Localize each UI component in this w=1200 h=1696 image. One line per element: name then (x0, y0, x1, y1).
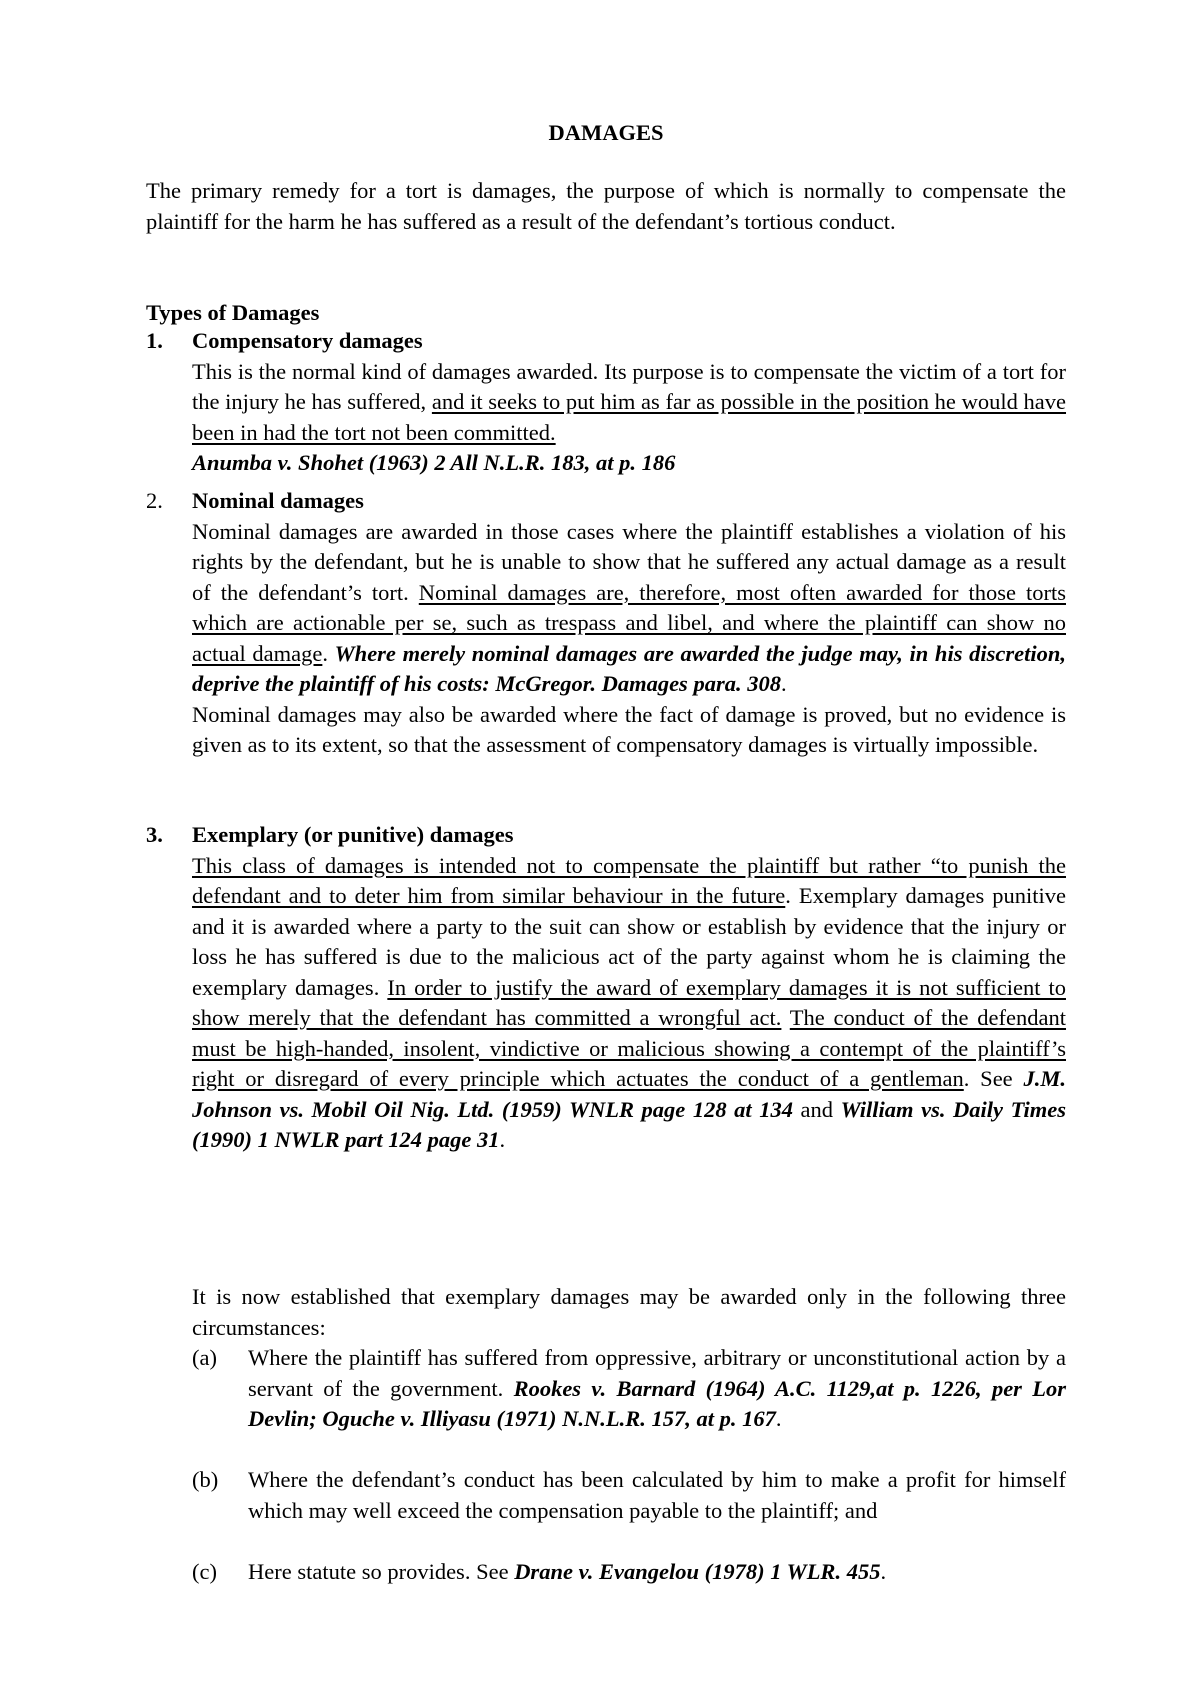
circumstance-label: (a) (192, 1345, 217, 1370)
case-citation: William vs. Daily Times (1990) 1 NWLR part 124 page 31 (192, 1096, 1066, 1152)
item-paragraph (192, 357, 1066, 449)
item-body (192, 820, 1066, 1156)
intro-paragraph: The primary remedy for a tort is damages, the purpose of which is normally to compensate the plaintiff for the harm he has suffered as a result of the defendant’s tortious conduct. (146, 178, 1066, 234)
plain-text: . (780, 671, 787, 696)
page-title: DAMAGES (548, 120, 664, 145)
circumstance-text (248, 1343, 1066, 1435)
plain-text: . See (963, 1066, 1024, 1091)
case-citation: Rookes v. Barnard (1964) A.C. 1129,at p. 1226, per Lor Devlin; Oguche v. Illiyasu (1971) N.N.L.R. 157, at p. 167 (248, 1375, 1066, 1431)
circumstance-text: Where the defendant’s conduct has been calculated by him to make a profit for himself which may well exceed the compensation payable to the plaintiff; and (248, 1467, 1066, 1523)
plain-text: . (775, 1406, 782, 1431)
plain-text: . (499, 1127, 506, 1152)
item-number: 3. (146, 822, 163, 847)
plain-text: Nominal damages are awarded in those cases where the plaintiff establishes a violation of his rights by the defendant, but he is unable to show that he suffered any actual damage as a result of the defendant’s tort. (192, 518, 1066, 605)
plain-text: Here statute so provides. See (248, 1559, 515, 1584)
underlined-text: Nominal damages are, therefore, most often awarded for those torts which are actionable per se, such as trespass and libel, and where the plaintiff can show no actual damage (192, 579, 1066, 666)
item-heading: Nominal damages (192, 488, 364, 513)
item-paragraph (192, 517, 1066, 700)
underlined-text: This class of damages is intended not to compensate the plaintiff but rather “to punish the defendant and to deter him from similar behaviour in the future (192, 852, 1066, 908)
item-body (192, 486, 1066, 761)
case-citation: J.M. Johnson vs. Mobil Oil Nig. Ltd. (1959) WNLR page 128 at 134 (192, 1066, 1066, 1122)
plain-text: . (880, 1559, 887, 1584)
case-citation: Drane v. Evangelou (1978) 1 WLR. 455 (514, 1559, 881, 1584)
item-body (192, 326, 1066, 479)
underlined-text: and it seeks to put him as far as possible in the position he would have been in had the tort not been committed. (192, 389, 1067, 445)
item-paragraph (192, 851, 1066, 1156)
circumstance-label: (c) (192, 1559, 217, 1584)
item-number: 2. (146, 488, 163, 513)
item-paragraph: Nominal damages may also be awarded where the fact of damage is proved, but no evidence is given as to its extent, so that the assessment of compensatory damages is virtually impossible. (192, 701, 1066, 757)
underlined-text: The conduct of the defendant must be high-handed, insolent, vindictive or malicious showing a contempt of the plaintiff’s right or disregard of every principle which actuates the conduct of a gentleman (192, 1005, 1067, 1091)
underlined-text: In order to justify the award of exemplary damages it is not sufficient to show merely that the defendant has committed a wrongful act. (192, 974, 1066, 1030)
case-citation: Anumba v. Shohet (1963) 2 All N.L.R. 183, at p. 186 (192, 450, 676, 475)
circumstance-text (248, 1557, 1066, 1588)
plain-text (781, 1005, 789, 1030)
plain-text: . (322, 640, 335, 666)
plain-text: Where the plaintiff has suffered from oppressive, arbitrary or unconstitutional action by a servant of the government. (248, 1345, 1066, 1401)
item-number: 1. (146, 328, 163, 353)
case-citation: Where merely nominal damages are awarded the judge may, in his discretion, deprive the plaintiff of his costs: McGregor. Damages para. 308 (192, 640, 1067, 696)
plain-text: This is the normal kind of damages awarded. Its purpose is to compensate the victim of a tort for the injury he has suffered, (192, 358, 1066, 414)
plain-text: and (792, 1096, 841, 1122)
section-heading-types: Types of Damages (146, 300, 320, 325)
circumstance-label: (b) (192, 1467, 219, 1492)
item-heading: Compensatory damages (192, 328, 423, 353)
established-paragraph: It is now established that exemplary damages may be awarded only in the following three circumstances: (192, 1284, 1066, 1340)
plain-text: . Exemplary damages punitive and it is awarded where a party to the suit can show or establish by evidence that the injury or loss he has suffered is due to the malicious act of the party against whom he is claiming the exemplary damages. (192, 883, 1066, 1000)
item-heading: Exemplary (or punitive) damages (192, 822, 514, 847)
